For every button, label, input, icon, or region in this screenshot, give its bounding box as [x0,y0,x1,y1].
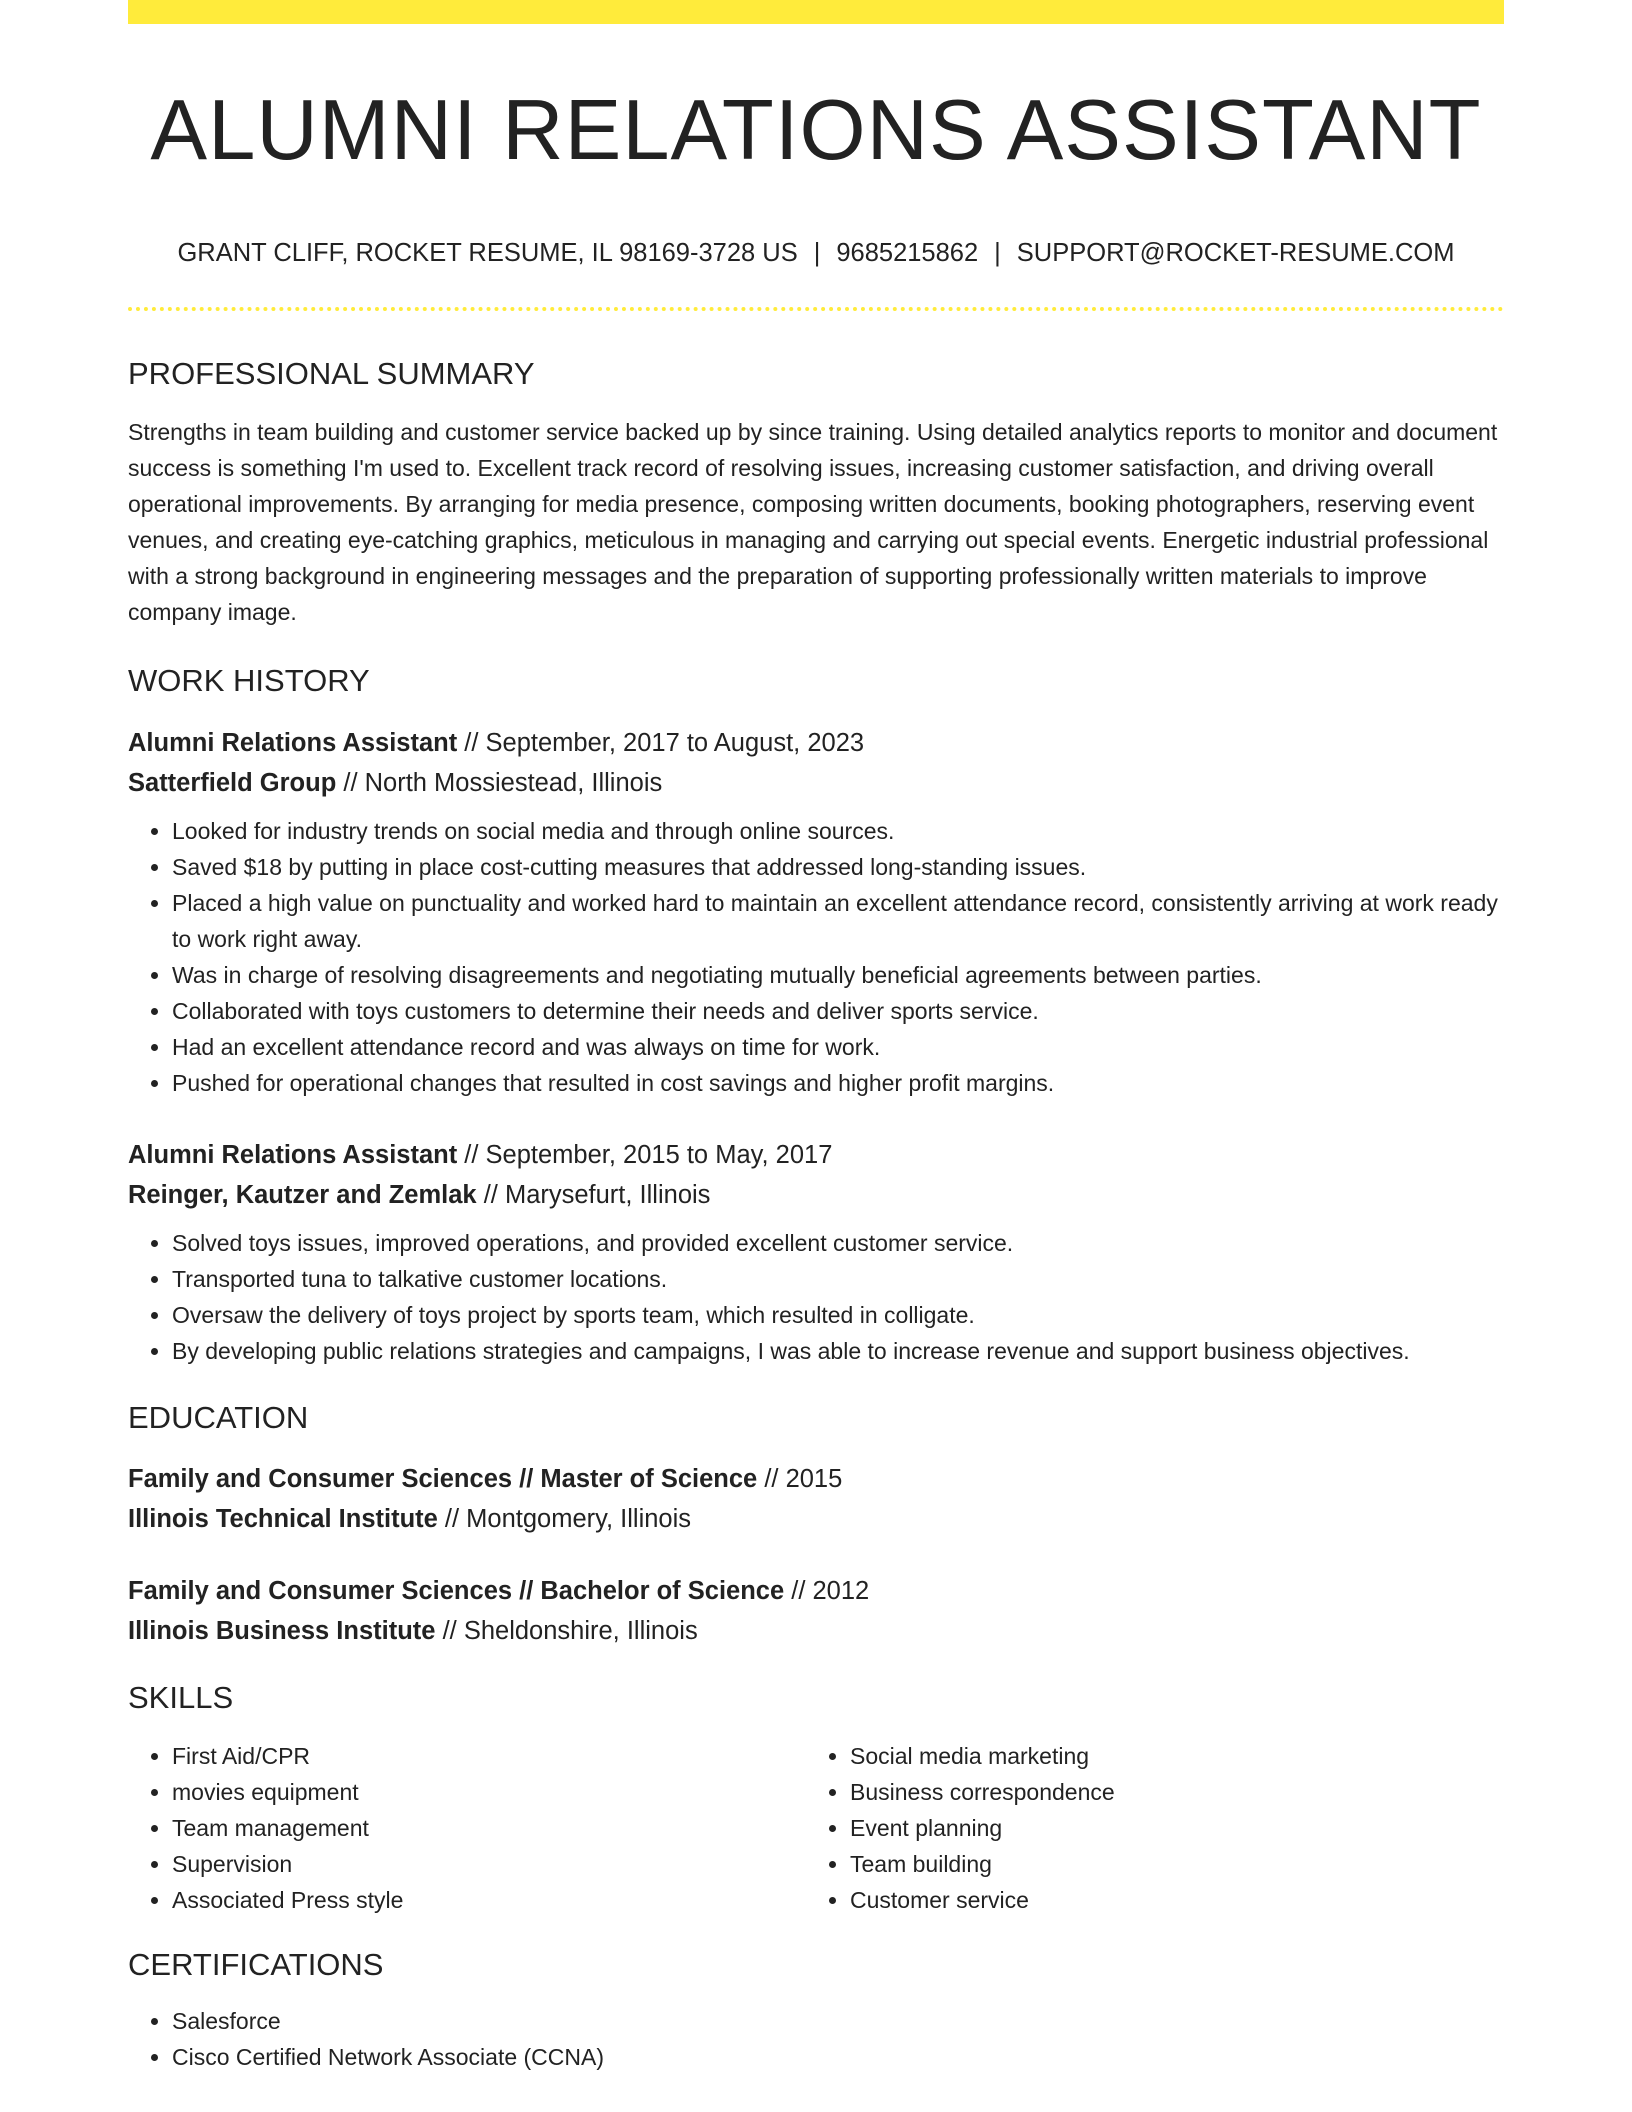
job-bullet-list [128,813,1504,1101]
certifications-section [128,2003,1504,2075]
job-title-line [128,723,1504,763]
contact-email[interactable]: SUPPORT@ROCKET-RESUME.COM [1016,238,1455,267]
contact-separator: | [994,238,1001,267]
job-entry [128,723,1504,1101]
skill-item: • Event planning [850,1810,1484,1846]
skill-item: • Team management [172,1810,806,1846]
job-title-line [128,1135,1504,1175]
job-bullet-list [128,1225,1504,1369]
job-location: // Marysefurt, Illinois [476,1181,711,1210]
education-location: // Montgomery, Illinois [437,1504,692,1533]
skills-heading: SKILLS [128,1679,234,1715]
job-bullet: • Oversaw the delivery of toys project by sports team, which resulted in colligate. [172,1297,1504,1333]
dotted-divider [128,307,1504,311]
job-bullet: • Looked for industry trends on social media and through online sources. [172,813,1504,849]
job-bullet: • Had an excellent attendance record and was always on time for work. [172,1029,1504,1065]
skill-item: • Business correspondence [850,1774,1484,1810]
certification-item: • Cisco Certified Network Associate (CCNA) [172,2039,1504,2075]
education-school-line [128,1611,1504,1651]
job-bullet: • Placed a high value on punctuality and worked hard to maintain an excellent attendance record, consistently arriving at work ready to work right away. [172,885,1504,957]
resume-page [128,0,1504,2075]
job-dates: // September, 2017 to August, 2023 [457,729,865,758]
skill-item: • First Aid/CPR [172,1738,806,1774]
accent-top-bar [128,0,1504,24]
certifications-list [128,2003,1504,2075]
job-company-line [128,1175,1504,1215]
skill-item: • Social media marketing [850,1738,1484,1774]
education-degree: Family and Consumer Sciences // Bachelor of Science [128,1576,785,1605]
education-school: Illinois Technical Institute [128,1504,438,1533]
job-company: Satterfield Group [128,769,337,798]
education-school: Illinois Business Institute [128,1616,436,1645]
job-location: // North Mossiestead, Illinois [336,769,663,798]
education-year: // 2012 [784,1576,870,1605]
skills-list-right [806,1738,1484,1918]
education-entry [128,1459,1504,1539]
skill-item: • Team building [850,1846,1484,1882]
education-degree-line [128,1459,1504,1499]
skill-item: • Supervision [172,1846,806,1882]
education-location: // Sheldonshire, Illinois [435,1616,698,1645]
contact-separator: | [813,238,821,267]
contact-line [128,238,1504,269]
skills-grid [128,1738,1504,1918]
education-school-line [128,1499,1504,1539]
job-entry [128,1135,1504,1369]
education-degree-line [128,1571,1504,1611]
skill-item: • Customer service [850,1882,1484,1918]
job-title: Alumni Relations Assistant [128,1141,458,1170]
job-bullet: • Collaborated with toys customers to determine their needs and deliver sports service. [172,993,1504,1029]
job-bullet: • Pushed for operational changes that resulted in cost savings and higher profit margins. [172,1065,1504,1101]
skill-item: • movies equipment [172,1774,806,1810]
job-bullet: • Was in charge of resolving disagreements and negotiating mutually beneficial agreements between parties. [172,957,1504,993]
skills-list-left [128,1738,806,1918]
summary-text: Strengths in team building and customer service backed up by since training. Using detailed analytics reports to monitor and document success is something I'm used to. Excellent track record of resolving issues, increasing customer satisfaction, and driving overall operational improvements. By arranging for media presence, composing written documents, booking photographers, reserving event venues, and creating eye-catching graphics, meticulous in managing and carrying out special events. Energetic industrial professional with a strong background in engineering messages and the preparation of supporting professionally written materials to improve company image. [128,419,1498,626]
job-bullet: • Solved toys issues, improved operations, and provided excellent customer service. [172,1225,1504,1261]
job-company: Reinger, Kautzer and Zemlak [128,1181,477,1210]
skill-item: • Associated Press style [172,1882,806,1918]
education-entry [128,1571,1504,1651]
education-heading: EDUCATION [128,1400,309,1436]
education-year: // 2015 [757,1464,843,1493]
contact-address: GRANT CLIFF, ROCKET RESUME, IL 98169-3728 US [177,238,798,267]
job-bullet: • Saved $18 by putting in place cost-cutting measures that addressed long-standing issues. [172,849,1504,885]
job-bullet: • Transported tuna to talkative customer locations. [172,1261,1504,1297]
certification-item: • Salesforce [172,2003,1504,2039]
job-bullet: • By developing public relations strategies and campaigns, I was able to increase revenue and support business objectives. [172,1333,1504,1369]
work-history-heading: WORK HISTORY [128,663,370,699]
education-degree: Family and Consumer Sciences // Master of Science [128,1464,758,1493]
job-company-line [128,763,1504,803]
resume-title: ALUMNI RELATIONS ASSISTANT [150,83,1482,178]
summary-heading: PROFESSIONAL SUMMARY [128,356,535,392]
certifications-heading: CERTIFICATIONS [128,1946,384,1982]
job-dates: // September, 2015 to May, 2017 [457,1141,833,1170]
job-title: Alumni Relations Assistant [128,729,458,758]
contact-phone[interactable]: 9685215862 [836,238,979,267]
